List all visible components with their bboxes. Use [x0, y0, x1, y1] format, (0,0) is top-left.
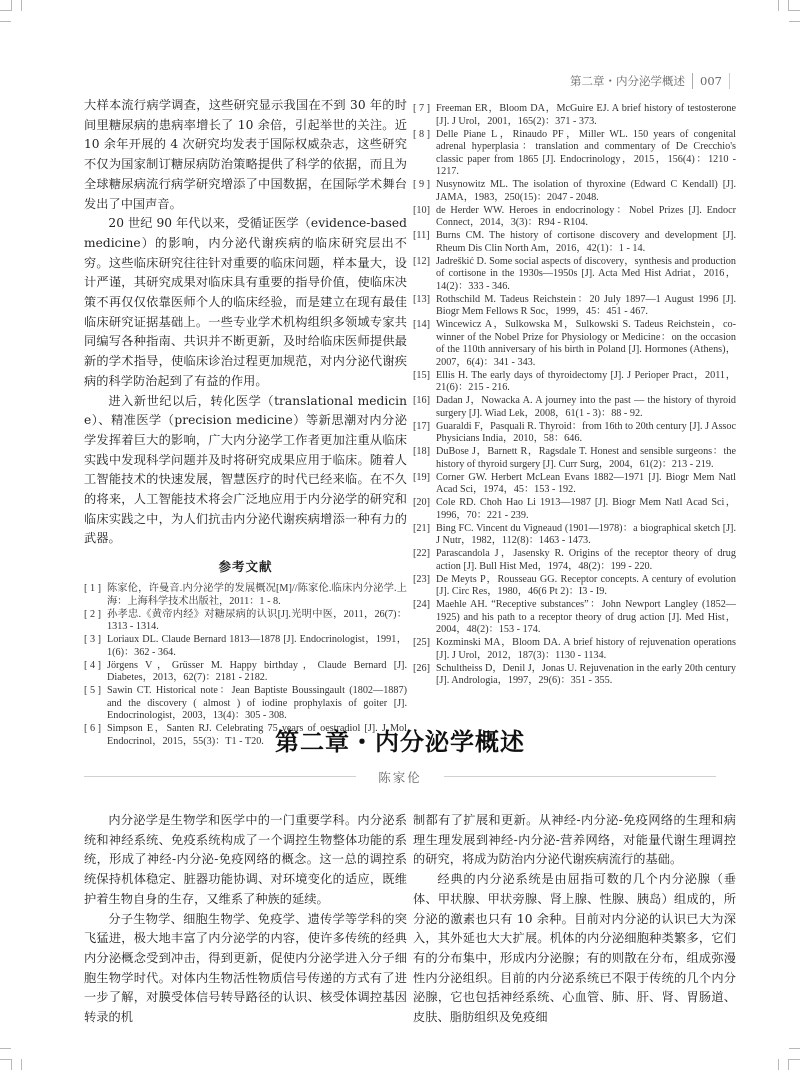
crop-mark	[789, 1059, 800, 1060]
paragraph: 经典的内分泌系统是由屈指可数的几个内分泌腺（垂体、甲状腺、甲状旁腺、肾上腺、性腺、胰岛）组成的，所分泌的激素也只有 10 余种。目前对内分泌的认识已大为深入，其外延也大大扩展。机体的内分泌细胞种类繁多，它们有的分布集中，形成内分泌腺；有的则散在分布，组成弥漫性内分泌组织。目前的内分泌系统已不限于传统的几个内分泌腺，它也包括神经系统、心血管、肺、肝、肾、胃肠道、皮肤、脂肪组织及免疫细	[413, 872, 736, 1025]
reference-item: [ 2 ] 孙孝忠.《黄帝内经》对糖尿病的认识[J].光明中医，2011，26(7)：1313 - 1314.	[84, 608, 407, 633]
crop-mark	[11, 1059, 12, 1070]
reference-item: [10] de Herder WW. Heroes in endocrinology：Nobel Prizes [J]. Endocr Connect，2014，3(3)：R94 - R104.	[413, 204, 736, 228]
reference-item: [26] Schultheiss D，Denil J，Jonas U. Rejuvenation in the early 20th century [J]. Andrologia，1997，29(6)：351 - 355.	[413, 662, 736, 686]
reference-item: [17] Guaraldi F，Pasquali R. Thyroid：from 16th to 20th century [J]. J Assoc Physicians India，2010，58：646.	[413, 420, 736, 444]
paragraph: 制都有了扩展和更新。从神经-内分泌-免疫网络的生理和病理生理发展到神经-内分泌-营养网络，对能量代谢生理调控的研究，将成为防治内分泌代谢疾病流行的基础。	[413, 813, 736, 867]
crop-mark	[0, 10, 11, 11]
reference-item: [ 5 ] Sawin CT. Historical note：Jean Baptiste Boussingault (1802—1887) and the discovery ( almost ) of iodine prophylaxis of goiter [J]. Endocrinologist，2003，13(4)：305 - 308.	[84, 685, 407, 722]
crop-mark	[0, 1048, 11, 1049]
reference-item: [ 6 ] Simpson E，Santen RJ. Celebrating 75 years of oestradiol [J]. J Mol Endocrinol，2015，55(3)：T1 - T20.	[84, 723, 407, 747]
header-divider	[692, 73, 693, 89]
crop-mark	[778, 1059, 779, 1070]
chapter-title: 第二章・内分泌学概述	[275, 728, 525, 756]
chapter-body-right	[413, 811, 736, 1028]
crop-mark	[21, 0, 22, 11]
reference-item: [25] Kozminski MA，Bloom DA. A brief history of rejuvenation operations [J]. J Urol，2012，187(3)：1130 - 1134.	[413, 637, 736, 661]
reference-item: [23] De Meyts P，Rousseau GG. Receptor concepts. A century of evolution [J]. Circ Res，1980，46(6 Pt 2)：I3 - I9.	[413, 573, 736, 597]
crop-mark	[0, 1059, 11, 1060]
left-column	[84, 96, 407, 749]
references-title: 参考文献	[218, 559, 273, 575]
reference-item: [12] Jadreškić D. Some social aspects of discovery，synthesis and production of cortisone in the 1930s—1950s [J]. Acta Med Hist Adriat，2016，14(2)：333 - 346.	[413, 255, 736, 292]
crop-mark	[789, 1048, 800, 1049]
paragraph: 进入新世纪以后，转化医学（translational medicine）、精准医学（precision medicine）等新思潮对内分泌学发挥着巨大的影响，广大内分泌学工作者更加注重从临床实践中发现科学问题并及时将研究成果应用于临床。随着人工智能技术的快速发展，智慧医疗的时代已经来临。在不久的将来，人工智能技术将会广泛地应用于内分泌学的研究和临床实践之中，为人们抗击内分泌代谢疾病增添一种有力的武器。	[84, 393, 407, 546]
reference-item: [ 4 ] Jörgens V，Grüsser M. Happy birthday，Claude Bernard [J]. Diabetes，2013，62(7)：2181 - 2182.	[84, 659, 407, 684]
reference-item: [ 3 ] Loriaux DL. Claude Bernard 1813—1878 [J]. Endocrinologist，1991，1(6)：362 - 364.	[84, 634, 407, 658]
reference-item: [14] Wincewicz A，Sulkowska M，Sulkowski S. Tadeus Reichstein，co-winner of the Nobel Prize for Physiology or Medicine：on the occasion of the 110th anniversary of his birth in Poland [J]. Hormones (Athens)，2007，6(4)：341 - 343.	[413, 319, 736, 368]
page-number: 007	[700, 74, 722, 88]
crop-mark	[789, 21, 800, 22]
crop-mark	[0, 21, 11, 22]
reference-item: [18] DuBose J，Barnett R，Ragsdale T. Honest and sensible surgeons：the history of thyroid surgery [J]. Curr Surg，2004，61(2)：213 - 219.	[413, 446, 736, 470]
reference-item: [13] Rothschild M. Tadeus Reichstein：20 July 1897—1 August 1996 [J]. Biogr Mem Fellows R Soc，1999，45：451 - 467.	[413, 293, 736, 317]
chapter-author: 陈家伦	[378, 770, 422, 785]
reference-item: [24] Maehle AH. “Receptive substances”：John Newport Langley (1852—1925) and his path to a receptor theory of drug action [J]. Med Hist，2004，48(2)：153 - 174.	[413, 599, 736, 635]
divider-line	[444, 776, 716, 777]
reference-item: [ 1 ] 陈家伦，许曼音.内分泌学的发展概况[M]//陈家伦.临床内分泌学.上海：上海科学技术出版社，2011：1 - 8.	[84, 583, 407, 607]
paragraph: 大样本流行病学调查，这些研究显示我国在不到 30 年的时间里糖尿病的患病率增长了 10 余倍，引起举世的关注。近 10 余年开展的 4 次研究均发表于国际权威杂志，这些研究不仅为国家制订糖尿病防治策略提供了科学的依据，而且为全球糖尿病流行病学研究增添了中国数据，在国际学术舞台发出了中国声音。	[84, 98, 407, 211]
paragraph: 分子生物学、细胞生物学、免疫学、遗传学等学科的突飞猛进，极大地丰富了内分泌学的内容，使许多传统的经典内分泌概念受到冲击，得到更新，促使内分泌学进入分子细胞生物学时代。对体内生物活性物质信号传递的方式有了进一步了解，对膜受体信号转导路径的认识、核受体调控基因转录的机	[84, 911, 407, 1025]
author-line	[0, 768, 800, 784]
reference-item: [22] Parascandola J，Jasensky R. Origins of the receptor theory of drug action [J]. Bull Hist Med，1974，48(2)：199 - 220.	[413, 548, 736, 572]
crop-mark	[789, 10, 800, 11]
reference-item: [16] Dadan J，Nowacka A. A journey into the past — the history of thyroid surgery [J]. Wiad Lek，2008，61(1 - 3)：88 - 92.	[413, 395, 736, 419]
reference-item: [ 9 ] Nusynowitz ML. The isolation of thyroxine (Edward C Kendall) [J]. JAMA，1983，250(15)：2047 - 2048.	[413, 179, 736, 203]
paragraph: 内分泌学是生物学和医学中的一门重要学科。内分泌系统和神经系统、免疫系统构成了一个调控生物整体功能的系统，形成了神经-内分泌-免疫网络的概念。这一总的调控系统保持机体稳定、脏器功能协调、对环境变化的适应，既维护着生物自身的生存，又维系了种族的延续。	[84, 813, 407, 906]
reference-item: [15] Ellis H. The early days of thyroidectomy [J]. J Perioper Pract，2011，21(6)：215 - 216.	[413, 369, 736, 393]
reference-item: [ 8 ] Delle Piane L，Rinaudo PF，Miller WL. 150 years of congenital adrenal hyperplasia：translation and commentary of De Crecchio's classic paper from 1865 [J]. Endocrinology，2015，156(4)：1210 - 1217.	[413, 128, 736, 177]
crop-mark	[21, 1059, 22, 1070]
running-header	[570, 73, 730, 89]
crop-mark	[11, 0, 12, 11]
running-title: 第二章・内分泌学概述	[570, 74, 686, 88]
reference-item: [19] Corner GW. Herbert McLean Evans 1882—1971 [J]. Biogr Mem Natl Acad Sci，1974，45：153 - 192.	[413, 471, 736, 495]
references-list-right	[413, 103, 736, 688]
chapter-body-left	[84, 811, 407, 1028]
paragraph: 20 世纪 90 年代以来，受循证医学（evidence-based medicine）的影响，内分泌代谢疾病的临床研究层出不穷。这些临床研究往往针对重要的临床问题，样本量大，设计严谨，其研究成果对临床具有重要的指导价值，使临床决策不再仅仅依靠医师个人的临床经验，而是建立在现有最佳临床研究证据基础上。一些专业学术机构组织多领域专家共同编写各种指南、共识并不断更新，及时给临床医师提供最新的学术指导，使临床诊治过程更加规范，对内分泌代谢疾病的科学防治起到了有益的作用。	[84, 216, 407, 388]
reference-item: [ 7 ] Freeman ER，Bloom DA，McGuire EJ. A brief history of testosterone [J]. J Urol，2001，165(2)：371 - 373.	[413, 103, 736, 127]
crop-mark	[788, 0, 789, 11]
reference-item: [20] Cole RD. Choh Hao Li 1913—1987 [J]. Biogr Mem Natl Acad Sci，1996，70：221 - 239.	[413, 497, 736, 521]
reference-item: [11] Burns CM. The history of cortisone discovery and development [J]. Rheum Dis Clin North Am，2016，42(1)：1 - 14.	[413, 230, 736, 254]
header-divider	[729, 73, 730, 89]
crop-mark	[778, 0, 779, 11]
crop-mark	[788, 1059, 789, 1070]
reference-item: [21] Bing FC. Vincent du Vigneaud (1901—1978)：a biographical sketch [J]. J Nutr，1982，112(8)：1463 - 1473.	[413, 522, 736, 546]
